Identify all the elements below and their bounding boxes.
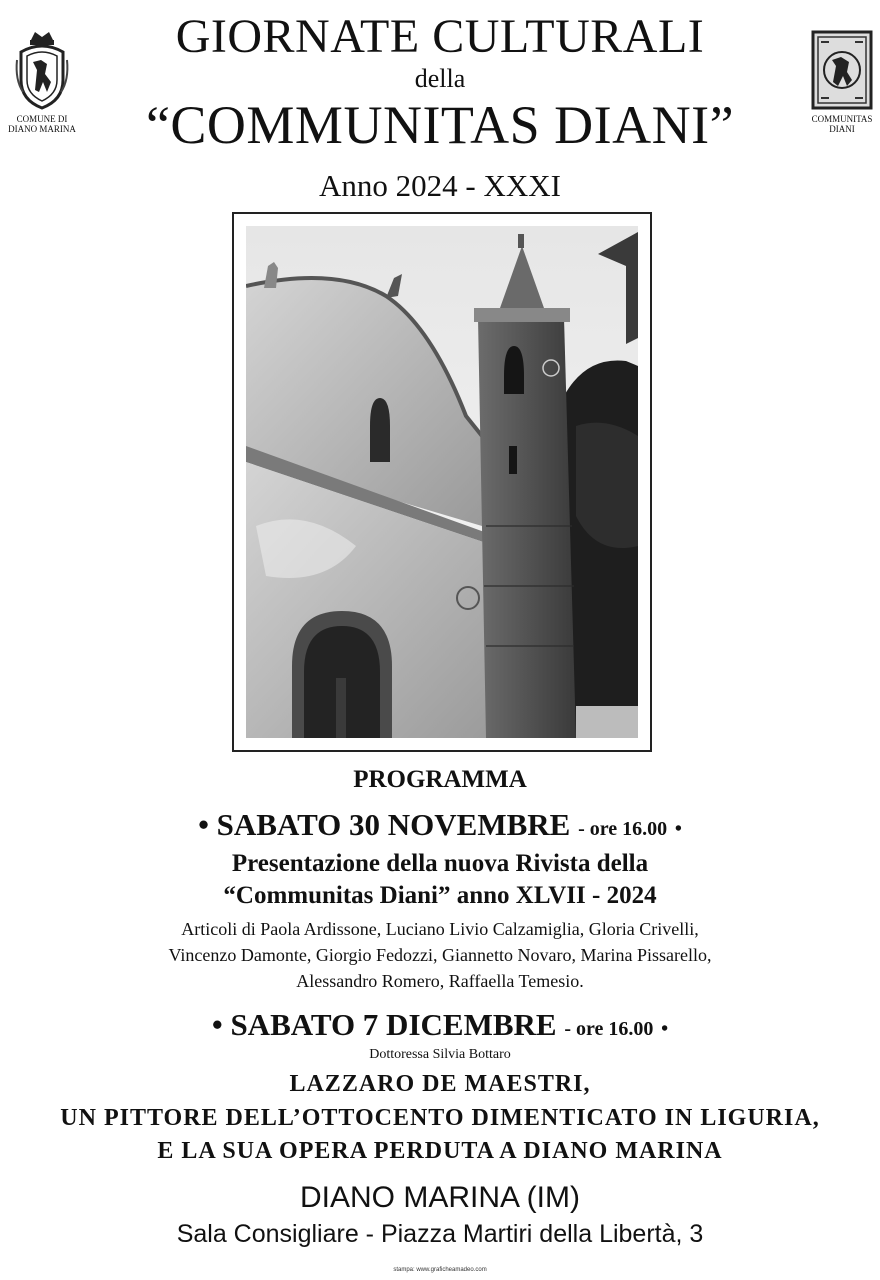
event1-authors-line3: Alessandro Romero, Raffaella Temesio.: [296, 971, 584, 991]
event1-time: - ore 16.00: [578, 818, 668, 840]
event1-header: [0, 806, 880, 848]
church-photo: [246, 226, 638, 738]
event1-bullet: •: [198, 807, 209, 842]
event2-date: SABATO 7 DICEMBRE: [230, 1007, 557, 1042]
programma-heading: PROGRAMMA: [353, 766, 527, 793]
event2-bullet-end: •: [661, 1018, 669, 1040]
venue-place: DIANO MARINA (IM): [299, 1181, 580, 1214]
photo-frame: [232, 212, 652, 752]
venue-address: Sala Consigliare - Piazza Martiri della Libertà, 3: [176, 1220, 704, 1248]
printer-credit: stampa: www.graficheamadeo.com: [393, 1267, 487, 1273]
event1-title-line1: Presentazione della nuova Rivista della: [231, 850, 649, 877]
communitas-caption-line2: DIANI: [829, 124, 855, 134]
event1-title-line2: “Communitas Diani” anno XLVII - 2024: [223, 882, 657, 909]
communitas-caption-line1: COMMUNITAS: [811, 114, 873, 124]
event1-authors-line2: Vincenzo Damonte, Giorgio Fedozzi, Giannetto Novaro, Marina Pissarello,: [168, 945, 712, 965]
event2-title-line2: UN PITTORE DELL’OTTOCENTO DIMENTICATO IN LIGURIA,: [60, 1105, 820, 1131]
comune-caption-line2: DIANO MARINA: [8, 124, 76, 134]
title-communitas-diani: “COMMUNITAS DIANI”: [145, 95, 735, 155]
event2-header: [0, 1006, 880, 1048]
title-della: della: [414, 64, 466, 93]
event2-bullet: •: [211, 1007, 223, 1042]
event2-title-line3: E LA SUA OPERA PERDUTA A DIANO MARINA: [157, 1138, 723, 1164]
event1-authors-line1: Articoli di Paola Ardissone, Luciano Livio Calzamiglia, Gloria Crivelli,: [181, 919, 699, 939]
event2-time: - ore 16.00: [564, 1018, 654, 1040]
title-giornate-culturali: GIORNATE CULTURALI: [175, 10, 705, 63]
event2-title-line1: LAZZARO DE MAESTRI,: [289, 1071, 591, 1097]
event1-bullet-end: •: [674, 818, 682, 840]
event2-speaker: Dottoressa Silvia Bottaro: [369, 1047, 511, 1062]
event1-date: SABATO 30 NOVEMBRE: [216, 807, 571, 842]
year-label: Anno 2024 - XXXI: [319, 168, 561, 203]
comune-caption-line1: COMUNE DI: [16, 114, 68, 124]
